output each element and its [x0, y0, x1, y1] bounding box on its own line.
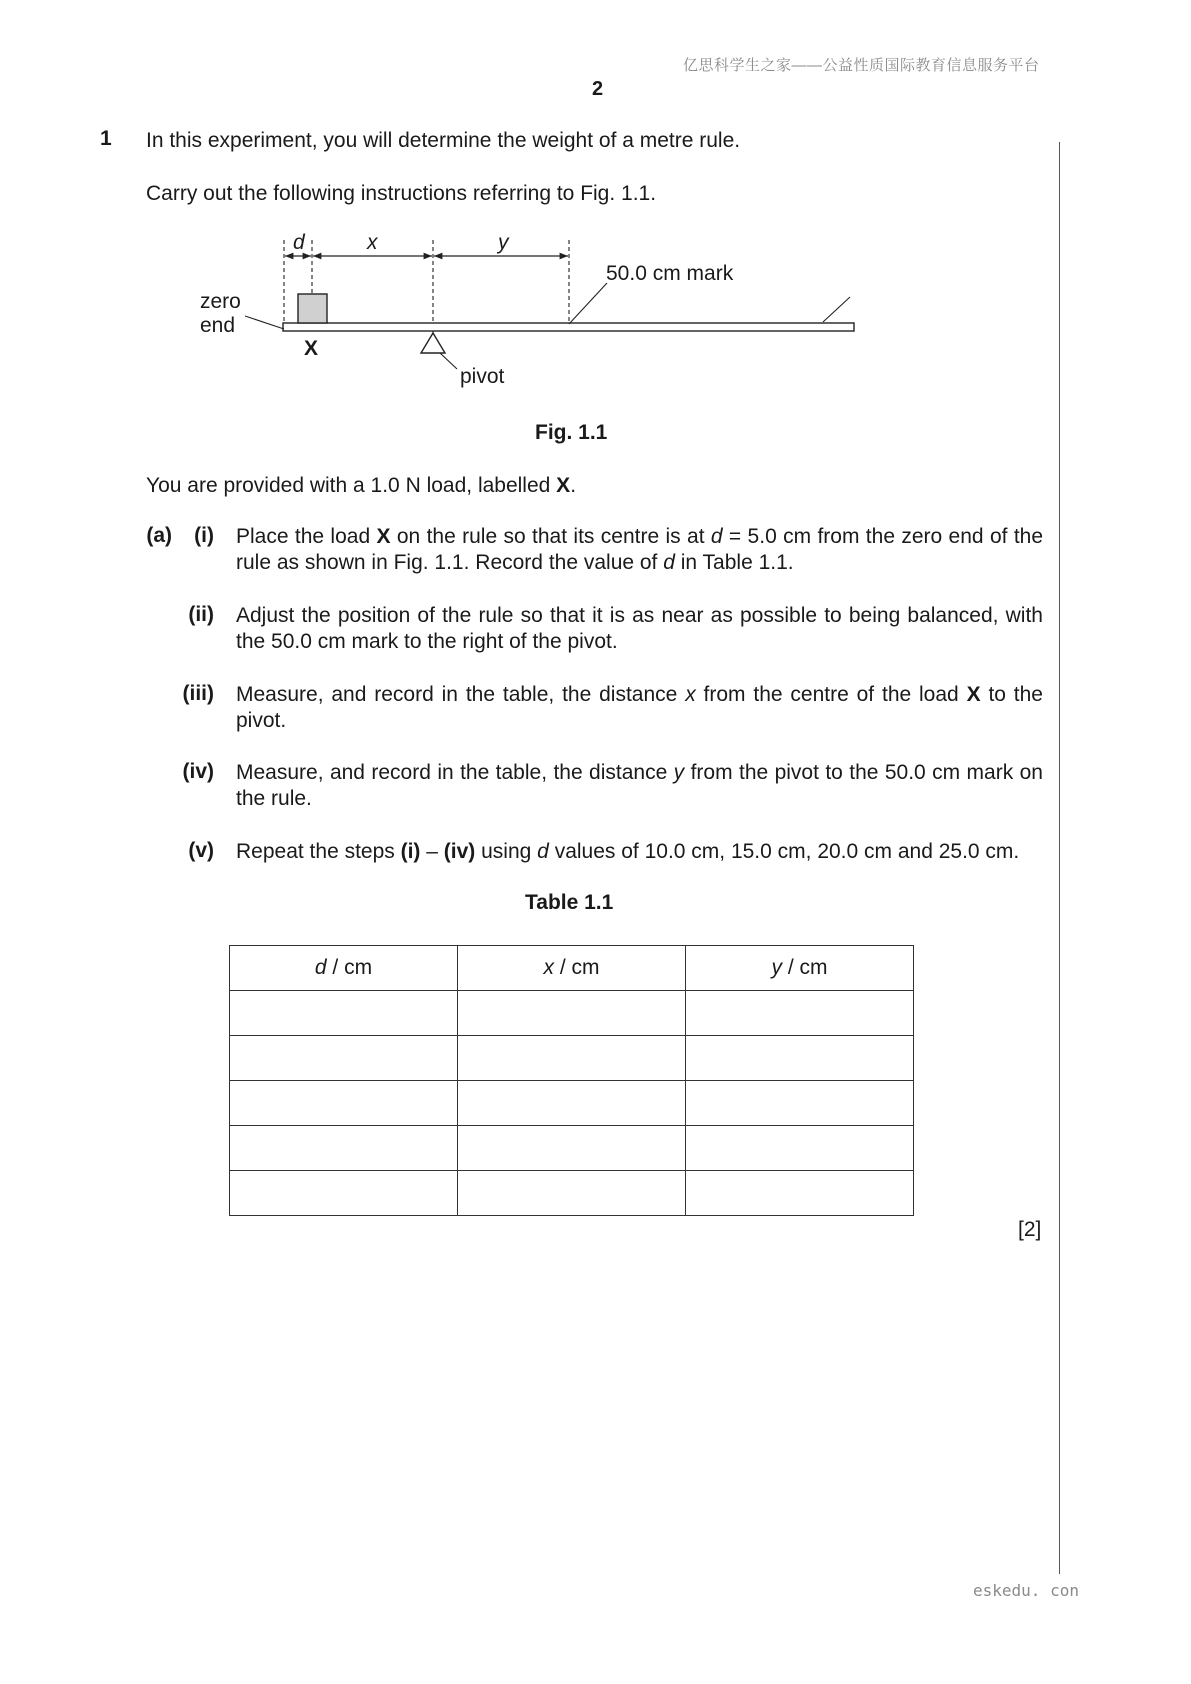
- metre-rule: [283, 323, 854, 331]
- question-intro: In this experiment, you will determine the weight of a metre rule.: [146, 129, 741, 152]
- table-row: [230, 1081, 914, 1126]
- question-number: 1: [100, 127, 112, 150]
- rule-break-mark: [823, 297, 850, 322]
- label-pivot: pivot: [460, 365, 505, 388]
- label-end: end: [200, 314, 236, 337]
- table-cell-y[interactable]: [686, 1126, 914, 1171]
- label-x: x: [367, 231, 378, 254]
- figure-caption: Fig. 1.1: [535, 421, 608, 444]
- table-cell-y[interactable]: [686, 1171, 914, 1216]
- table-cell-x[interactable]: [458, 1036, 686, 1081]
- table-cell-y[interactable]: [686, 991, 914, 1036]
- table-cell-d[interactable]: [230, 1036, 458, 1081]
- table-cell-x[interactable]: [458, 1081, 686, 1126]
- table-cell-d[interactable]: [230, 1081, 458, 1126]
- part-a-label: (a): [146, 524, 172, 547]
- leader-zero-end: [245, 316, 284, 329]
- load-sentence: You are provided with a 1.0 N load, labelled X.: [146, 474, 577, 497]
- pivot-triangle: [421, 333, 445, 353]
- label-d: d: [293, 231, 305, 254]
- table-cell-y[interactable]: [686, 1081, 914, 1126]
- question-instruction: Carry out the following instructions referring to Fig. 1.1.: [146, 182, 657, 205]
- header-y: y / cm: [686, 946, 914, 991]
- table-row: [230, 1036, 914, 1081]
- leader-pivot: [440, 353, 457, 369]
- header-d: d / cm: [230, 946, 458, 991]
- part-iv-text: Measure, and record in the table, the distance y from the pivot to the 50.0 cm mark on the rule.: [236, 761, 1043, 810]
- part-iii-label: (iii): [182, 682, 214, 705]
- footer-watermark: eskedu. con: [973, 1581, 1079, 1600]
- table-cell-x[interactable]: [458, 1171, 686, 1216]
- table-row: [230, 991, 914, 1036]
- page-number: 2: [592, 78, 604, 100]
- marks-allocation: [2]: [1018, 1218, 1042, 1241]
- part-i-label: (i): [194, 524, 214, 547]
- table-cell-d[interactable]: [230, 1126, 458, 1171]
- load-x-block: [298, 294, 327, 323]
- label-zero: zero: [200, 290, 241, 313]
- table-cell-x[interactable]: [458, 991, 686, 1036]
- table-row: [230, 1126, 914, 1171]
- table-row: [230, 1171, 914, 1216]
- label-load-x: X: [304, 337, 319, 360]
- table-cell-d[interactable]: [230, 991, 458, 1036]
- label-50cm-mark: 50.0 cm mark: [606, 262, 734, 285]
- figure-diagram: [0, 0, 1191, 420]
- results-table: [229, 945, 914, 1216]
- header-x: x / cm: [458, 946, 686, 991]
- part-ii-label: (ii): [188, 603, 214, 626]
- part-iii-text: Measure, and record in the table, the distance x from the centre of the load X to the pivot.: [236, 683, 1043, 732]
- leader-50cm-mark: [569, 283, 607, 324]
- part-ii-text: Adjust the position of the rule so that it is as near as possible to being balanced, with the 50.0 cm mark to the right of the pivot.: [236, 604, 1043, 653]
- part-iv-label: (iv): [182, 760, 214, 783]
- table-header-row: [230, 946, 914, 991]
- label-y: y: [498, 231, 509, 254]
- table-cell-d[interactable]: [230, 1171, 458, 1216]
- part-v-label: (v): [188, 839, 214, 862]
- part-i-text: Place the load X on the rule so that its centre is at d = 5.0 cm from the zero end of the rule as shown in Fig. 1.1. Record the value of d in Table 1.1.: [236, 525, 1044, 574]
- table-cell-y[interactable]: [686, 1036, 914, 1081]
- watermark-text: 亿思科学生之家——公益性质国际教育信息服务平台: [683, 57, 1040, 74]
- table-title: Table 1.1: [525, 891, 614, 914]
- part-v-text: Repeat the steps (i) – (iv) using d values of 10.0 cm, 15.0 cm, 20.0 cm and 25.0 cm.: [236, 840, 1020, 863]
- table-cell-x[interactable]: [458, 1126, 686, 1171]
